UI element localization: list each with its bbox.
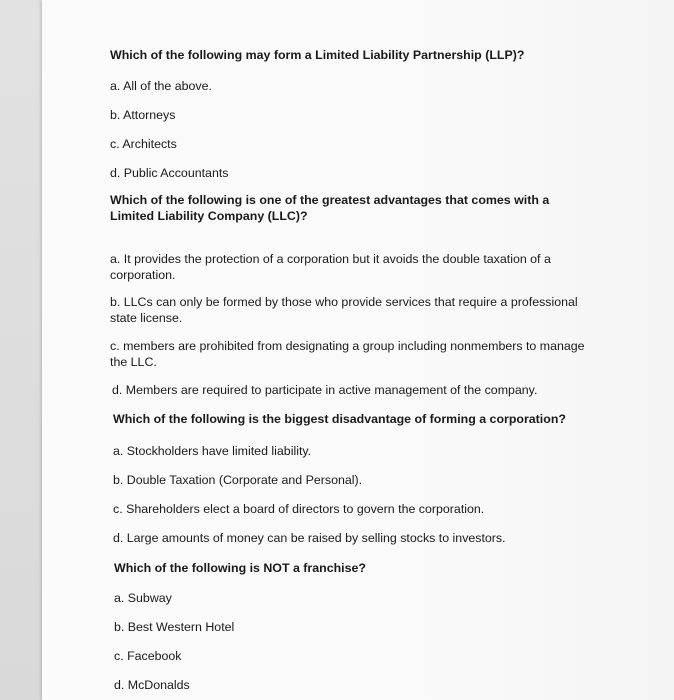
question-3-option-a: a. Stockholders have limited liability.: [113, 444, 312, 458]
question-4-option-d: d. McDonalds: [114, 678, 190, 692]
question-1-option-b: b. Attorneys: [110, 108, 176, 122]
question-2-option-a: a. It provides the protection of a corporation but it avoids the double taxation of a corporation.: [110, 252, 551, 282]
question-1-option-d: d. Public Accountants: [110, 166, 229, 180]
question-4-option-c: c. Facebook: [114, 649, 182, 663]
question-3-option-c: c. Shareholders elect a board of directors to govern the corporation.: [113, 502, 485, 516]
question-4-option-a: a. Subway: [114, 591, 172, 605]
question-4-option-b: b. Best Western Hotel: [114, 620, 235, 634]
question-2-option-c: c. members are prohibited from designating a group including nonmembers to manage the LLC.: [110, 339, 585, 369]
paper-sheet: [42, 0, 674, 700]
question-3-option-b: b. Double Taxation (Corporate and Personal).: [113, 473, 363, 487]
question-1-option-c: c. Architects: [110, 137, 177, 151]
question-3-option-d: d. Large amounts of money can be raised by selling stocks to investors.: [113, 531, 506, 545]
question-1: Which of the following may form a Limited Liability Partnership (LLP)?: [110, 48, 525, 62]
question-3: Which of the following is the biggest disadvantage of forming a corporation?: [113, 412, 566, 426]
question-2-option-b: b. LLCs can only be formed by those who provide services that require a professional state license.: [110, 295, 578, 325]
question-4: Which of the following is NOT a franchise?: [114, 561, 366, 575]
question-2-option-d: d. Members are required to participate in active management of the company.: [112, 383, 538, 397]
question-2: Which of the following is one of the greatest advantages that comes with a Limited Liability Company (LLC)?: [110, 193, 550, 223]
question-1-option-a: a. All of the above.: [110, 79, 212, 93]
